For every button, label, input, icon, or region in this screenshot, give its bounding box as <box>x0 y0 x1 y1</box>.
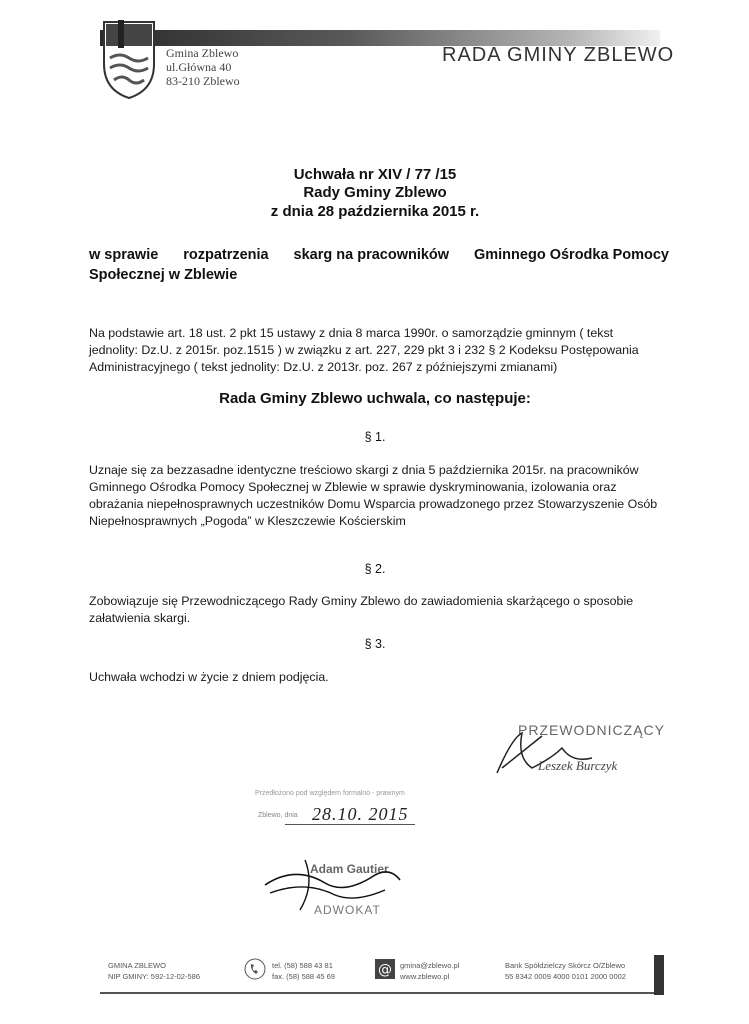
paragraph-line: Zobowiązuje się Przewodniczącego Rady Gminy Zblewo do zawiadomienia skarżącego o sposobie <box>89 594 634 608</box>
paragraph-line: Niepełnosprawnych „Pogoda” w Kleszczewie Kościerskim <box>89 514 406 528</box>
section-2-text <box>89 593 667 627</box>
subject-word: w sprawie <box>89 247 159 263</box>
footer-org-name: GMINA ZBLEWO <box>108 961 166 970</box>
section-1-heading: § 1. <box>364 430 386 444</box>
paragraph-line: jednolity: Dz.U. z 2015r. poz.1515 ) w związku z art. 227, 229 pkt 3 i 232 § 2 Kodeksu Postępowania <box>89 343 639 357</box>
footer-bank-name: Bank Spółdzielczy Skórcz O/Zblewo <box>505 961 626 970</box>
subject-line: Społecznej w Zblewie <box>89 267 238 283</box>
paragraph-line: Gminnego Ośrodka Pomocy Społecznej w Zblewie w sprawie dyskryminowania, izolowania oraz <box>89 480 617 494</box>
footer-nip: NIP GMINY: 592-12-02-586 <box>108 972 200 981</box>
coat-of-arms-icon <box>100 18 158 100</box>
section-3-heading: § 3. <box>364 637 386 651</box>
footer-fax: fax. (58) 588 45 69 <box>272 972 335 981</box>
subject-word: rozpatrzenia <box>183 247 269 263</box>
handwritten-date: 28.10. 2015 <box>312 804 409 824</box>
chair-stamp-label: PRZEWODNICZĄCY <box>518 722 665 738</box>
resolution-subject <box>89 245 669 285</box>
resolution-number: Uchwała nr XIV / 77 /15 <box>293 166 457 183</box>
municipality-address <box>166 46 240 88</box>
lawyer-stamp-name: Adam Gautier <box>310 862 389 876</box>
footer-web <box>400 960 459 982</box>
address-line: 83-210 Zblewo <box>166 74 240 88</box>
footer-email[interactable]: gmina@zblewo.pl <box>400 961 460 970</box>
paragraph-line: Uchwała wchodzi w życie z dniem podjęcia. <box>89 670 329 684</box>
date-prefix: Zblewo, dnia <box>258 812 298 819</box>
email-icon <box>374 958 396 980</box>
paragraph-line: Uznaje się za bezzasadne identyczne treściowo skargi z dnia 5 października 2015r. na pracowników <box>89 463 639 477</box>
section-3-text <box>89 669 667 686</box>
svg-text:@: @ <box>378 962 392 978</box>
chair-name: Leszek Burczyk <box>538 758 618 773</box>
lawyer-stamp-title: ADWOKAT <box>314 903 381 917</box>
footer-rule <box>100 992 660 994</box>
phone-icon <box>244 958 266 980</box>
address-line: Gmina Zblewo <box>166 46 239 60</box>
address-line: ul.Główna 40 <box>166 60 232 74</box>
resolution-date: z dnia 28 października 2015 r. <box>270 203 480 220</box>
section-2-heading: § 2. <box>364 562 386 576</box>
footer-phone-fax <box>272 960 335 982</box>
footer-bank-account: 55 8342 0009 4000 0101 2000 0002 <box>505 972 626 981</box>
received-note: Przedłożono pod względem formalno - prawnym <box>255 790 405 797</box>
decision-heading: Rada Gminy Zblewo uchwala, co następuje: <box>219 390 531 407</box>
date-underline <box>285 824 415 825</box>
footer-tel: tel. (58) 588 43 81 <box>272 961 333 970</box>
legal-basis-paragraph <box>89 325 667 376</box>
council-title: RADA GMINY ZBLEWO <box>442 44 675 66</box>
footer-side-bar <box>654 955 664 995</box>
paragraph-line: załatwienia skargi. <box>89 611 191 625</box>
footer-organization <box>108 960 200 982</box>
footer-website[interactable]: www.zblewo.pl <box>400 972 450 981</box>
paragraph-line: Na podstawie art. 18 ust. 2 pkt 15 ustawy z dnia 8 marca 1990r. o samorządzie gminnym ( tekst <box>89 326 614 340</box>
subject-word: skarg na pracowników <box>293 247 450 263</box>
section-1-text <box>89 462 667 530</box>
footer-bank <box>505 960 626 982</box>
resolution-council: Rady Gminy Zblewo <box>303 184 447 201</box>
paragraph-line: obrażania niepełnosprawnych uczestników Domu Wsparcia prowadzonego przez Stowarzyszenie Osób <box>89 497 658 511</box>
subject-word: Gminnego Ośrodka Pomocy <box>473 247 669 263</box>
paragraph-line: Administracyjnego ( tekst jednolity: Dz.U. z 2013r. poz. 267 z późniejszymi zmianami) <box>89 360 558 374</box>
